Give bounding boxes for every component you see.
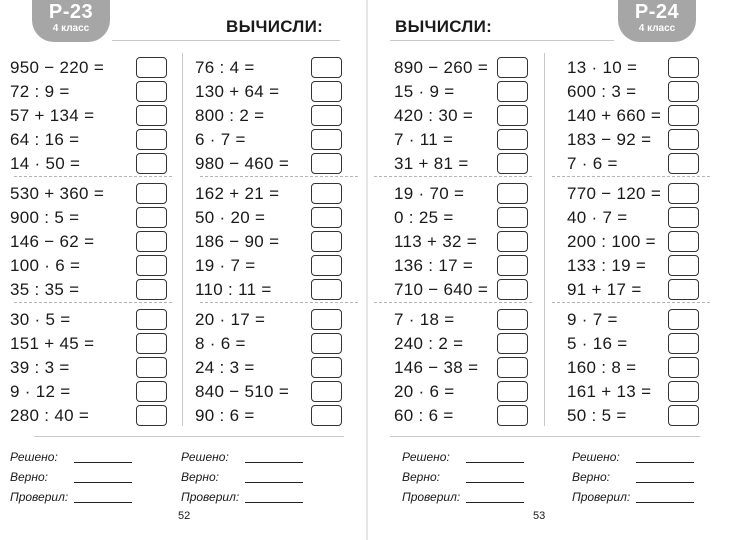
exercise-row [394,309,531,331]
exercise-row [567,81,702,103]
exercise-row [567,129,702,151]
exercise-row [394,57,531,79]
exercise-row [195,153,345,175]
worksheet-code: P-24 [634,1,680,23]
group-divider [374,302,532,303]
exercise-expression: 130 + 64 = [195,82,280,101]
group-divider [14,302,172,303]
column-divider [544,53,545,426]
exercise-row [195,381,345,403]
answer-box[interactable] [136,105,167,126]
signature-line[interactable] [74,462,132,463]
grade-label: 4 класс [52,23,90,34]
answer-box[interactable] [497,333,528,354]
answer-box[interactable] [136,333,167,354]
exercise-expression: 950 − 220 = [10,58,105,77]
group-divider [14,176,172,177]
exercise-expression: 90 : 6 = [195,406,255,425]
answer-box[interactable] [497,57,528,78]
exercise-row [567,333,702,355]
answer-box[interactable] [497,81,528,102]
signature-line[interactable] [466,482,524,483]
exercise-expression: 113 + 32 = [394,232,478,251]
answer-box[interactable] [136,153,167,174]
exercise-row [394,105,531,127]
exercise-row [10,333,170,355]
exercise-row [394,357,531,379]
exercise-expression: 9 · 12 = [10,382,71,401]
answer-box[interactable] [136,279,167,300]
exercise-row [394,279,531,301]
signature-line[interactable] [245,482,303,483]
exercise-row [195,129,345,151]
exercise-expression: 76 : 4 = [195,58,255,77]
answer-box[interactable] [668,81,699,102]
group-divider [200,302,358,303]
title-divider [390,40,614,41]
exercise-expression: 35 : 35 = [10,280,80,299]
exercise-row [567,153,702,175]
answer-box[interactable] [497,255,528,276]
exercise-row [10,405,170,427]
exercise-row [10,357,170,379]
exercise-row [195,81,345,103]
group-divider [374,176,532,177]
exercise-row [394,183,531,205]
exercise-expression: 420 : 30 = [394,106,474,125]
exercise-row [394,129,531,151]
answer-box[interactable] [136,255,167,276]
right-page [368,0,735,540]
answer-box[interactable] [497,207,528,228]
exercise-row [10,129,170,151]
signature-line[interactable] [636,482,694,483]
exercise-expression: 161 + 13 = [567,382,652,401]
feedback-label: Верно: [181,470,219,484]
exercise-expression: 0 : 25 = [394,208,454,227]
exercise-row [394,333,531,355]
signature-line[interactable] [466,502,524,503]
feedback-label: Решено: [10,450,58,464]
exercise-expression: 980 − 460 = [195,154,290,173]
exercise-row [10,207,170,229]
exercise-expression: 151 + 45 = [10,334,95,353]
answer-box[interactable] [136,81,167,102]
exercise-row [10,279,170,301]
exercise-expression: 7 · 6 = [567,154,618,173]
answer-box[interactable] [136,183,167,204]
exercise-expression: 146 − 38 = [394,358,479,377]
exercise-expression: 8 · 6 = [195,334,246,353]
exercise-row [567,105,702,127]
title-divider [112,40,340,41]
feedback-label: Проверил: [572,490,631,504]
exercise-row [195,57,345,79]
group-divider [552,176,710,177]
exercise-row [567,309,702,331]
exercise-expression: 100 · 6 = [10,256,81,275]
answer-box[interactable] [311,153,342,174]
exercise-row [394,231,531,253]
exercise-expression: 770 − 120 = [567,184,662,203]
exercise-row [394,405,531,427]
answer-box[interactable] [497,357,528,378]
signature-line[interactable] [636,462,694,463]
answer-box[interactable] [311,381,342,402]
answer-box[interactable] [668,279,699,300]
exercise-expression: 57 + 134 = [10,106,95,125]
answer-box[interactable] [311,405,342,426]
exercise-row [10,153,170,175]
exercise-expression: 186 − 90 = [195,232,280,251]
exercise-row [567,381,702,403]
answer-box[interactable] [497,279,528,300]
exercise-expression: 840 − 510 = [195,382,290,401]
signature-line[interactable] [245,502,303,503]
exercise-expression: 146 − 62 = [10,232,95,251]
exercise-row [567,207,702,229]
answer-box[interactable] [497,309,528,330]
answer-box[interactable] [668,231,699,252]
exercise-row [394,81,531,103]
feedback-label: Верно: [572,470,610,484]
exercise-expression: 6 · 7 = [195,130,246,149]
grade-label: 4 класс [638,23,676,34]
exercise-expression: 7 · 11 = [394,130,454,149]
answer-box[interactable] [668,207,699,228]
exercise-expression: 13 · 10 = [567,58,638,77]
signature-line[interactable] [636,502,694,503]
exercise-row [195,333,345,355]
answer-box[interactable] [668,183,699,204]
exercise-expression: 200 : 100 = [567,232,656,251]
answer-box[interactable] [311,231,342,252]
exercise-expression: 600 : 3 = [567,82,637,101]
column-divider [182,53,183,426]
answer-box[interactable] [668,129,699,150]
exercise-expression: 160 : 8 = [567,358,637,377]
answer-box[interactable] [136,357,167,378]
exercise-row [195,279,345,301]
answer-box[interactable] [311,279,342,300]
answer-box[interactable] [136,57,167,78]
feedback-label: Верно: [402,470,440,484]
page-number: 53 [533,510,546,522]
answer-box[interactable] [136,129,167,150]
exercise-expression: 136 : 17 = [394,256,474,275]
exercise-expression: 14 · 50 = [10,154,81,173]
answer-box[interactable] [668,405,699,426]
exercise-expression: 9 · 7 = [567,310,618,329]
answer-box[interactable] [668,309,699,330]
exercise-expression: 140 + 660 = [567,106,662,125]
answer-box[interactable] [497,105,528,126]
exercise-expression: 183 − 92 = [567,130,652,149]
exercise-row [195,255,345,277]
answer-box[interactable] [311,129,342,150]
page-number: 52 [178,510,191,522]
exercise-row [394,207,531,229]
exercise-row [567,231,702,253]
page-title: ВЫЧИСЛИ: [395,17,493,36]
exercise-expression: 39 : 3 = [10,358,70,377]
answer-box[interactable] [668,381,699,402]
answer-box[interactable] [311,81,342,102]
exercise-row [567,183,702,205]
exercise-expression: 24 : 3 = [195,358,255,377]
exercise-row [10,231,170,253]
exercise-expression: 50 : 5 = [567,406,627,425]
signature-line[interactable] [74,482,132,483]
answer-box[interactable] [311,255,342,276]
exercise-expression: 530 + 360 = [10,184,105,203]
exercise-expression: 710 − 640 = [394,280,489,299]
exercise-row [567,405,702,427]
exercise-expression: 91 + 17 = [567,280,642,299]
answer-box[interactable] [311,309,342,330]
answer-box[interactable] [497,129,528,150]
exercise-row [394,381,531,403]
signature-line[interactable] [466,462,524,463]
exercise-expression: 7 · 18 = [394,310,455,329]
feedback-label: Решено: [572,450,620,464]
exercise-expression: 30 · 5 = [10,310,71,329]
feedback-label: Решено: [402,450,450,464]
exercise-expression: 60 : 6 = [394,406,454,425]
answer-box[interactable] [668,255,699,276]
answer-box[interactable] [311,357,342,378]
answer-box[interactable] [497,153,528,174]
exercise-row [567,57,702,79]
exercise-row [394,153,531,175]
feedback-label: Проверил: [402,490,461,504]
page-title: ВЫЧИСЛИ: [226,17,324,36]
exercise-row [195,405,345,427]
exercise-row [10,81,170,103]
exercise-expression: 31 + 81 = [394,154,469,173]
answer-box[interactable] [136,405,167,426]
exercise-expression: 40 · 7 = [567,208,628,227]
exercise-expression: 280 : 40 = [10,406,90,425]
left-page [0,0,367,540]
exercise-expression: 5 · 16 = [567,334,628,353]
exercise-expression: 15 · 9 = [394,82,455,101]
signature-line[interactable] [74,502,132,503]
exercise-row [10,105,170,127]
worksheet-code: P-23 [48,1,94,23]
answer-box[interactable] [497,183,528,204]
answer-box[interactable] [497,231,528,252]
worksheet-badge [618,0,696,42]
exercise-row [10,309,170,331]
group-divider [200,176,358,177]
footer-divider [390,436,700,437]
exercise-row [567,255,702,277]
feedback-label: Проверил: [181,490,240,504]
answer-box[interactable] [311,105,342,126]
exercise-expression: 900 : 5 = [10,208,80,227]
answer-box[interactable] [668,57,699,78]
exercise-row [10,57,170,79]
answer-box[interactable] [497,381,528,402]
exercise-expression: 19 · 70 = [394,184,465,203]
answer-box[interactable] [668,105,699,126]
exercise-expression: 50 · 20 = [195,208,266,227]
exercise-row [10,381,170,403]
answer-box[interactable] [311,333,342,354]
exercise-expression: 72 : 9 = [10,82,70,101]
exercise-expression: 890 − 260 = [394,58,489,77]
exercise-row [195,309,345,331]
answer-box[interactable] [311,57,342,78]
exercise-row [394,255,531,277]
feedback-label: Решено: [181,450,229,464]
answer-box[interactable] [136,381,167,402]
exercise-row [195,105,345,127]
exercise-expression: 162 + 21 = [195,184,280,203]
answer-box[interactable] [668,153,699,174]
exercise-expression: 19 · 7 = [195,256,256,275]
exercise-expression: 800 : 2 = [195,106,265,125]
worksheet-badge [32,0,110,42]
exercise-expression: 64 : 16 = [10,130,80,149]
exercise-expression: 240 : 2 = [394,334,464,353]
exercise-row [10,255,170,277]
answer-box[interactable] [311,183,342,204]
exercise-row [567,357,702,379]
answer-box[interactable] [136,309,167,330]
answer-box[interactable] [668,333,699,354]
answer-box[interactable] [668,357,699,378]
answer-box[interactable] [136,231,167,252]
footer-divider [34,436,344,437]
exercise-row [195,183,345,205]
exercise-row [195,357,345,379]
group-divider [552,302,710,303]
exercise-row [567,279,702,301]
exercise-expression: 110 : 11 = [195,280,272,299]
answer-box[interactable] [311,207,342,228]
exercise-expression: 133 : 19 = [567,256,647,275]
feedback-label: Проверил: [10,490,69,504]
exercise-row [10,183,170,205]
answer-box[interactable] [497,405,528,426]
signature-line[interactable] [245,462,303,463]
answer-box[interactable] [136,207,167,228]
exercise-row [195,207,345,229]
feedback-label: Верно: [10,470,48,484]
exercise-expression: 20 · 17 = [195,310,266,329]
exercise-row [195,231,345,253]
exercise-expression: 20 · 6 = [394,382,455,401]
